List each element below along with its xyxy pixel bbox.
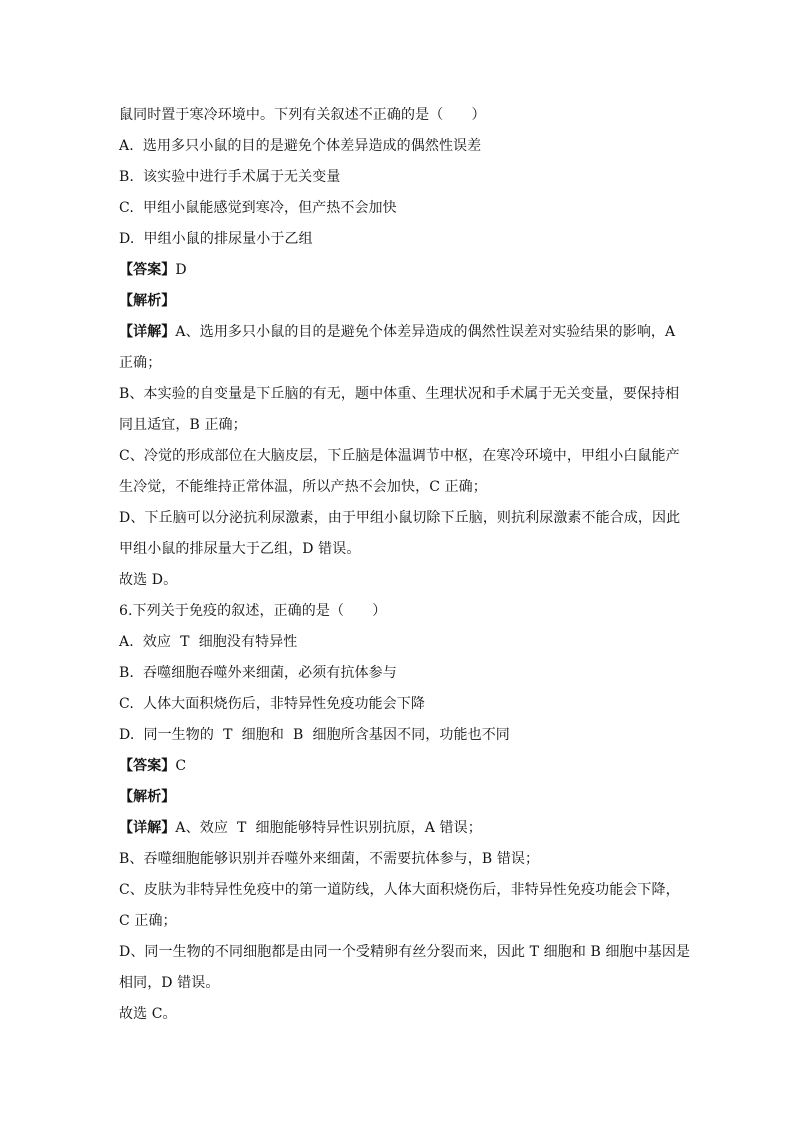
q6-option-a: A. 效应 T 细胞没有特异性 xyxy=(119,634,298,650)
q6-option-d: D. 同一生物的 T 细胞和 B 细胞所含基因不同，功能也不同 xyxy=(119,727,510,743)
q5-analysis-label: 【解析】 xyxy=(119,293,176,309)
q6-detail-line-1 xyxy=(119,813,679,844)
q6-option-c: C. 人体大面积烧伤后，非特异性免疫功能会下降 xyxy=(119,696,425,712)
q6-answer-label: 【答案】 xyxy=(119,758,176,774)
q5-detail-line-3: B、本实验的自变量是下丘脑的有无，题中体重、生理状况和手术属于无关变量，要保持相 xyxy=(119,386,680,402)
page-content xyxy=(119,100,691,1030)
q5-option-b: B. 该实验中进行手术属于无关变量 xyxy=(119,169,341,185)
q6-detail-text-1: A、效应 T 细胞能够特异性识别抗原，A 错误； xyxy=(175,820,482,836)
q5-stem-tail: 鼠同时置于寒冷环境中。下列有关叙述不正确的是（ ） xyxy=(119,107,486,123)
q6-answer-value: C xyxy=(175,758,187,774)
q6-detail-line-5: D、同一生物的不同细胞都是由同一个受精卵有丝分裂而来，因此 T 细胞和 B 细胞中基因是 xyxy=(119,944,691,960)
q6-detail-line-2: B、吞噬细胞能够识别并吞噬外来细菌，不需要抗体参与，B 错误； xyxy=(119,851,540,867)
q5-detail-label: 【详解】 xyxy=(119,324,176,340)
q5-option-d: D. 甲组小鼠的排尿量小于乙组 xyxy=(119,231,313,247)
q6-analysis-label: 【解析】 xyxy=(119,789,176,805)
q5-detail-line-5: C、冷觉的形成部位在大脑皮层，下丘脑是体温调节中枢，在寒冷环境中，甲组小白鼠能产 xyxy=(119,448,680,464)
q5-detail-line-8: 甲组小鼠的排尿量大于乙组，D 错误。 xyxy=(119,541,361,557)
q5-detail-line-1 xyxy=(119,317,679,348)
q5-detail-line-6: 生冷觉，不能维持正常体温，所以产热不会加快，C 正确； xyxy=(119,479,487,495)
q5-detail-line-4: 同且适宜，B 正确； xyxy=(119,417,247,433)
q6-conclusion: 故选 C。 xyxy=(119,1006,177,1022)
q5-answer-value: D xyxy=(175,262,187,278)
q5-answer-label: 【答案】 xyxy=(119,262,176,278)
q6-option-b: B. 吞噬细胞吞噬外来细菌，必须有抗体参与 xyxy=(119,665,397,681)
q6-answer xyxy=(119,751,679,782)
q5-conclusion: 故选 D。 xyxy=(119,572,178,588)
q5-option-a: A. 选用多只小鼠的目的是避免个体差异造成的偶然性误差 xyxy=(119,138,482,154)
q5-detail-text-1: A、选用多只小鼠的目的是避免个体差异造成的偶然性误差对实验结果的影响，A xyxy=(175,324,676,340)
q5-detail-line-7: D、下丘脑可以分泌抗利尿激素，由于甲组小鼠切除下丘脑，则抗利尿激素不能合成，因此 xyxy=(119,510,681,526)
q5-answer xyxy=(119,255,679,286)
q6-detail-line-3: C、皮肤为非特异性免疫中的第一道防线，人体大面积烧伤后，非特异性免疫功能会下降， xyxy=(119,882,680,898)
q6-detail-line-6: 相同，D 错误。 xyxy=(119,975,220,991)
q6-stem: 6.下列关于免疫的叙述，正确的是（ ） xyxy=(119,603,387,619)
q6-detail-label: 【详解】 xyxy=(119,820,176,836)
q5-detail-line-2: 正确； xyxy=(119,355,162,371)
q6-detail-line-4: C 正确； xyxy=(119,913,177,929)
q5-option-c: C. 甲组小鼠能感觉到寒冷，但产热不会加快 xyxy=(119,200,397,216)
